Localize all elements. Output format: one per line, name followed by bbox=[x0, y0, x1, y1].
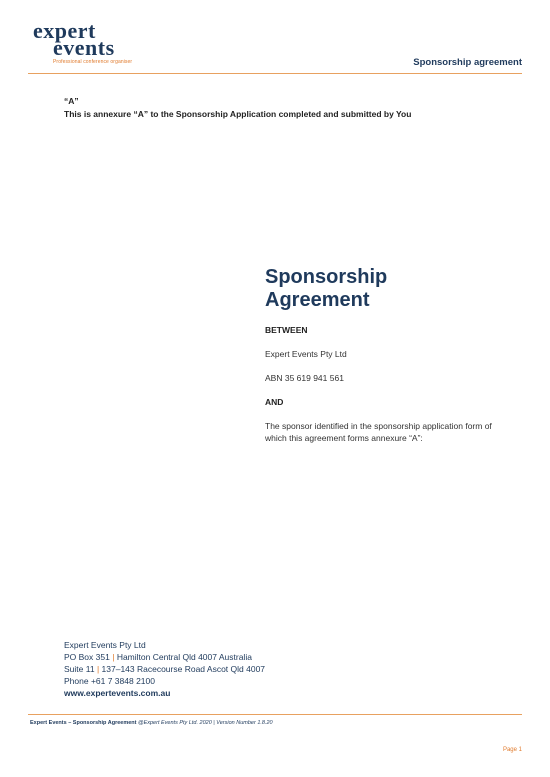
logo-tagline: Professional conference organiser bbox=[53, 59, 133, 65]
contact-street: 137–143 Racecourse Road Ascot Qld 4007 bbox=[101, 664, 266, 674]
contact-company: Expert Events Pty Ltd bbox=[64, 640, 146, 650]
footer-separator: | bbox=[213, 720, 215, 726]
between-label: BETWEEN bbox=[265, 325, 308, 335]
contact-postal bbox=[64, 651, 265, 663]
second-party: The sponsor identified in the sponsorship application form of which this agreement forms annexure “A”: bbox=[265, 421, 492, 443]
annexure-text: This is annexure “A” to the Sponsorship Application completed and submitted by You bbox=[64, 109, 412, 119]
contact-po-city: Hamilton Central Qld 4007 Australia bbox=[116, 652, 252, 662]
company-logo bbox=[33, 18, 143, 65]
annexure-mark: “A” bbox=[64, 96, 79, 106]
contact-website-link[interactable]: www.expertevents.com.au bbox=[64, 688, 171, 698]
contact-street-address bbox=[64, 663, 265, 675]
agreement-title bbox=[265, 266, 505, 312]
footer-version: Version Number 1.8.20 bbox=[216, 720, 273, 726]
and-label: AND bbox=[265, 397, 284, 407]
first-party: Expert Events Pty Ltd bbox=[265, 349, 347, 359]
page-footer bbox=[30, 720, 273, 726]
contact-po-box: PO Box 351 bbox=[64, 652, 110, 662]
contact-separator: | bbox=[96, 664, 100, 674]
page-number: Page 1 bbox=[502, 747, 522, 753]
abn-number: ABN 35 619 941 561 bbox=[265, 373, 344, 383]
footer-copyright: @Expert Events Pty Ltd. 2020 bbox=[138, 720, 212, 726]
logo-word-events: events bbox=[53, 35, 115, 60]
contact-block bbox=[64, 639, 265, 699]
contact-phone: Phone +61 7 3848 2100 bbox=[64, 676, 155, 686]
contact-suite: Suite 11 bbox=[64, 664, 95, 674]
agreement-title-line1: Sponsorship bbox=[265, 266, 388, 288]
contact-separator: | bbox=[112, 652, 115, 662]
page-header-title: Sponsorship agreement bbox=[413, 57, 522, 68]
annexure-block bbox=[64, 95, 411, 121]
footer-divider bbox=[28, 714, 522, 715]
footer-title: Expert Events – Sponsorship Agreement bbox=[30, 720, 137, 726]
agreement-block bbox=[265, 266, 505, 456]
header-divider bbox=[28, 73, 522, 74]
logo-word-expert: expert bbox=[33, 18, 96, 43]
agreement-title-line2: Agreement bbox=[265, 289, 370, 311]
